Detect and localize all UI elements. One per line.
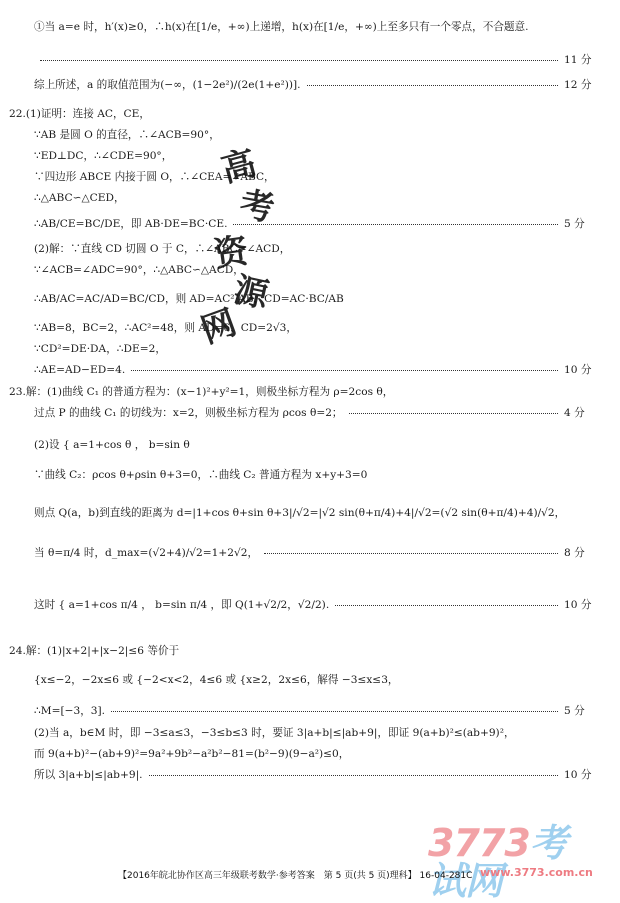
answer-line (0, 80, 620, 91)
watermark-char: 网 (196, 302, 242, 352)
answer-line (0, 440, 620, 451)
answer-text: ∴AE=AD−ED=4. (34, 364, 126, 376)
answer-text: ∵AB 是圆 O 的直径，∴∠ACB=90°， (34, 129, 220, 141)
dotted-leader (40, 59, 558, 61)
score-label: 10 分 (564, 364, 592, 376)
answer-line (0, 130, 620, 141)
answer-text: ∵∠ACB=∠ADC=90°，∴△ABC∽△ACD， (34, 264, 244, 276)
answer-text: ∵四边形 ABCE 内接于圆 O，∴∠CEA=∠ABC， (34, 171, 275, 183)
logo-word: 考试网 (428, 821, 567, 903)
answer-text: ∵CD²=DE·DA，∴DE=2， (34, 343, 166, 355)
answer-text: (2)当 a，b∈M 时，即 −3≤a≤3，−3≤b≤3 时，要证 3|a+b|≤|ab+9|，即证 9(a+b)²≤(ab+9)²， (34, 727, 515, 739)
answer-line (0, 193, 620, 204)
watermark-char: 考 (236, 184, 278, 230)
answer-line (0, 675, 620, 686)
dotted-leader (149, 774, 558, 776)
watermark-char: 高 (217, 143, 261, 191)
answer-text: ∴AB/CE=BC/DE，即 AB·DE=BC·CE. (34, 218, 228, 230)
answer-text: 23.解：(1)曲线 C₁ 的普通方程为：(x−1)²+y²=1，则极坐标方程为 ρ=2cos θ， (9, 386, 394, 398)
answer-text: ∴M=[−3，3]. (34, 705, 106, 717)
answer-text: 而 9(a+b)²−(ab+9)²=9a²+9b²−a²b²−81=(b²−9)(9−a²)≤0， (34, 748, 350, 760)
answer-text: (2)设 { a=1+cos θ ， b=sin θ (34, 439, 190, 451)
answer-text: ∴△ABC∽△CED， (34, 192, 125, 204)
dotted-leader (349, 412, 558, 414)
answer-text: ∵曲线 C₂：ρcos θ+ρsin θ+3=0，∴曲线 C₂ 普通方程为 x+y+3=0 (34, 469, 368, 481)
answer-text: ∵AB=8，BC=2，∴AC²=48，则 AD=6，CD=2√3， (34, 322, 297, 334)
answer-line (0, 408, 620, 419)
answer-line (0, 344, 620, 355)
watermark-char: 源 (230, 269, 272, 317)
answer-text: ∴AB/AC=AC/AD=BC/CD，则 AD=AC²/AB，CD=AC·BC/AB (34, 293, 344, 305)
answer-line (0, 728, 620, 739)
answer-text: 过点 P 的曲线 C₁ 的切线为：x=2，则极坐标方程为 ρcos θ=2； (34, 407, 343, 419)
answer-text: 综上所述，a 的取值范围为(−∞，(1−2e²)/(2e(1+e²))]. (34, 79, 301, 91)
answer-line (0, 387, 595, 398)
dotted-leader (233, 223, 558, 225)
score-label: 10 分 (564, 769, 592, 781)
answer-line (0, 172, 620, 183)
answer-line (0, 749, 620, 760)
answer-text: (2)解：∵直线 CD 切圆 O 于 C，∴∠ABC=∠ACD， (34, 243, 291, 255)
score-label: 11 分 (564, 54, 592, 66)
answer-line (0, 265, 620, 276)
answer-text: ①当 a=e 时，h′(x)≥0，∴h(x)在[1/e，+∞)上递增，h(x)在[1/e，+∞)上至多只有一个零点，不合题意. (34, 21, 529, 33)
answer-line (0, 294, 620, 305)
answer-line (0, 244, 620, 255)
answer-text: 24.解：(1)|x+2|+|x−2|≤6 等价于 (9, 645, 180, 657)
score-label: 5 分 (564, 218, 585, 230)
answer-line (0, 365, 620, 376)
answer-line (0, 22, 620, 33)
score-label: 8 分 (564, 547, 585, 559)
dotted-leader (335, 604, 558, 606)
answer-line (0, 548, 620, 559)
footer-text: 【2016年皖北协作区高三年级联考数学·参考答案 第 5 页(共 5 页)理科】 16-04-281C (118, 871, 473, 881)
answer-line (0, 646, 595, 657)
answer-line (0, 151, 620, 162)
answer-text: 22.(1)证明：连接 AC，CE， (9, 108, 150, 120)
dotted-leader (264, 552, 558, 554)
answer-text: 这时 { a=1+cos π/4 ， b=sin π/4 ，即 Q(1+√2/2，√2/2). (34, 599, 330, 611)
logo-url: www.3773.com.cn (480, 866, 593, 879)
logo-number: 3773 (428, 821, 530, 865)
site-logo (428, 821, 593, 903)
score-label: 5 分 (564, 705, 585, 717)
dotted-leader (111, 710, 558, 712)
answer-text: {x≤−2，−2x≤6 或 {−2<x<2，4≤6 或 {x≥2，2x≤6，解得 −3≤x≤3， (34, 674, 399, 686)
answer-line (0, 600, 620, 611)
answer-text: 则点 Q(a，b)到直线的距离为 d=|1+cos θ+sin θ+3|/√2=|√2 sin(θ+π/4)+4|/√2=(√2 sin(θ+π/4)+4)/√2， (34, 507, 566, 519)
dotted-leader (307, 84, 558, 86)
dotted-leader (131, 369, 558, 371)
answer-line (0, 770, 620, 781)
answer-text: 当 θ=π/4 时，d_max=(√2+4)/√2=1+2√2， (34, 547, 259, 559)
score-label: 12 分 (564, 79, 592, 91)
answer-line (0, 323, 620, 334)
watermark-char: 资 (211, 230, 251, 276)
answer-line (0, 55, 620, 66)
answer-line (0, 109, 595, 120)
answer-line (0, 219, 620, 230)
answer-text: ∵ED⊥DC，∴∠CDE=90°， (34, 150, 173, 162)
score-label: 10 分 (564, 599, 592, 611)
page-footer (0, 870, 586, 886)
answer-text: 所以 3|a+b|≤|ab+9|. (34, 769, 143, 781)
answer-line (0, 470, 620, 481)
score-label: 4 分 (564, 407, 585, 419)
answer-line (0, 508, 620, 519)
answer-line (0, 706, 620, 717)
